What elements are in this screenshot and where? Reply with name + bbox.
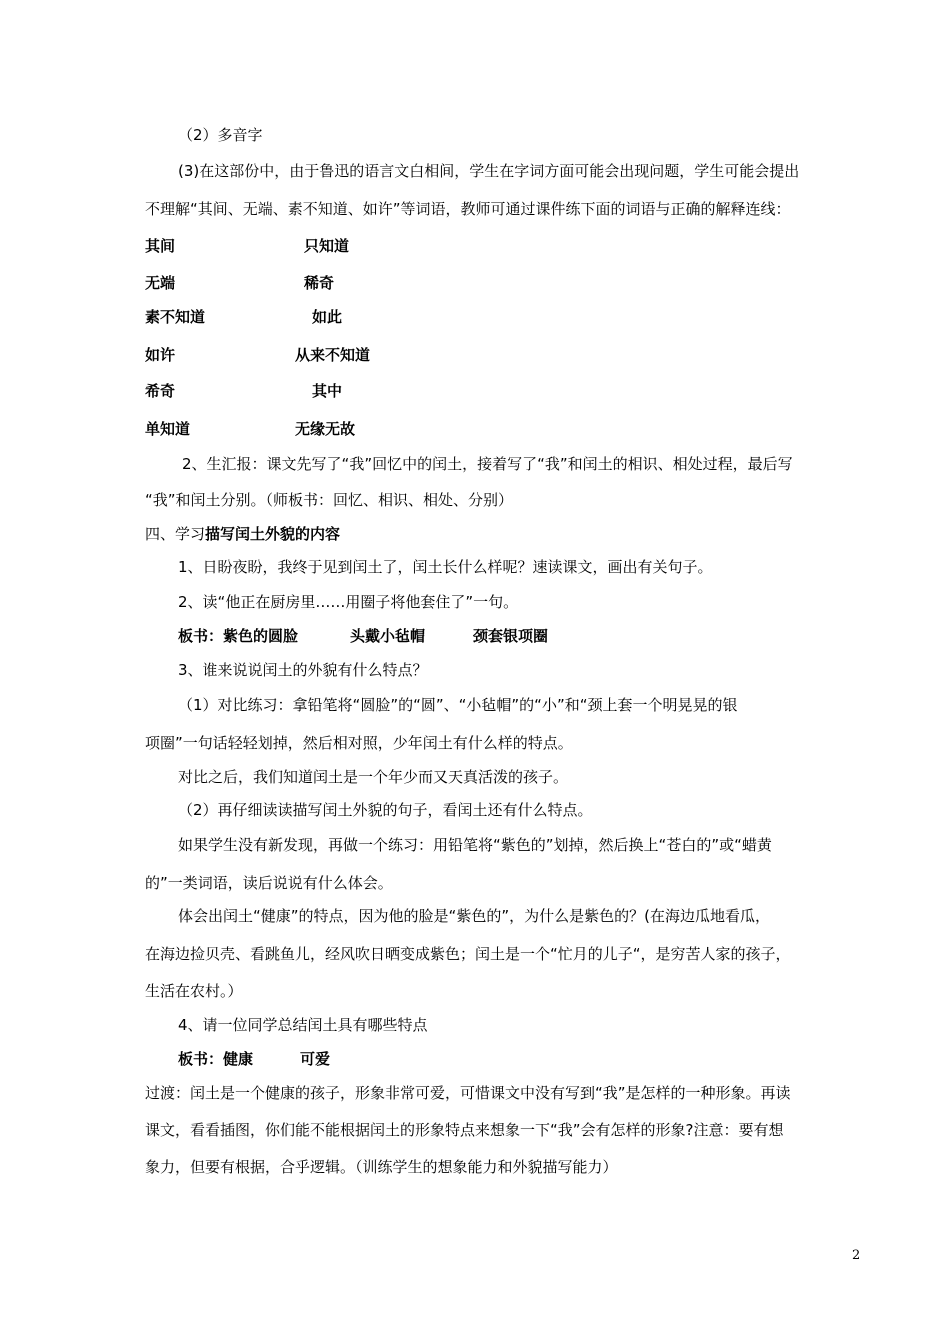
para-3b: （2）再仔细读读描写闰土外貌的句子，看闰土还有什么特点。 bbox=[178, 801, 593, 819]
para-3a-line-3: 对比之后，我们知道闰土是一个年少而又天真活泼的孩子。 bbox=[178, 768, 569, 786]
para-4: 4、请一位同学总结闰土具有哪些特点 bbox=[178, 1016, 428, 1034]
para-1: 1、日盼夜盼，我终于见到闰土了，闰土长什么样呢？速读课文，画出有关句子。 bbox=[178, 558, 713, 576]
match-left-6: 单知道 bbox=[145, 420, 191, 438]
para-3d-line-1: 体会出闰土“健康”的特点，因为他的脸是“紫色的”，为什么是紫色的？(在海边瓜地看瓜， bbox=[178, 907, 770, 925]
section-4-heading-prefix: 四、学习 bbox=[145, 525, 206, 543]
match-right-6: 无缘无故 bbox=[295, 420, 356, 438]
report-line-2: “我”和闰土分别。（师板书：回忆、相识、相处、分别） bbox=[145, 491, 514, 509]
section-4-heading bbox=[145, 524, 340, 544]
transition-line-3: 象力，但要有根据，合乎逻辑。（训练学生的想象能力和外貌描写能力） bbox=[145, 1158, 618, 1176]
para-3c-line-2: 的”一类词语，读后说说有什么体会。 bbox=[145, 874, 393, 892]
para-3d-line-3: 生活在农村。） bbox=[145, 982, 243, 1000]
para-3d-line-2: 在海边捡贝壳、看跳鱼儿，经风吹日晒变成紫色；闰土是一个“忙月的儿子“，是穷苦人家的孩子， bbox=[145, 945, 791, 963]
item-2-polyphone: （2）多音字 bbox=[178, 126, 263, 144]
para-3c-line-1: 如果学生没有新发现，再做一个练习：用铅笔将“紫色的”划掉，然后换上“苍白的”或“蜡黄 bbox=[178, 836, 772, 854]
page-number: 2 bbox=[852, 1248, 861, 1263]
item-3-line-2: 不理解“其间、无端、素不知道、如许”等词语，教师可通过课件练下面的词语与正确的解释连线： bbox=[145, 200, 791, 218]
board-note-2: 板书：健康 bbox=[178, 1050, 254, 1068]
para-2: 2、读“他正在厨房里……用圈子将他套住了”一句。 bbox=[178, 593, 519, 611]
match-left-3: 素不知道 bbox=[145, 308, 206, 326]
match-right-3: 如此 bbox=[312, 308, 343, 326]
match-right-4: 从来不知道 bbox=[295, 346, 371, 364]
item-3-line-1: (3)在这部份中，由于鲁迅的语言文白相间，学生在字词方面可能会出现问题，学生可能会提出 bbox=[178, 162, 800, 180]
match-left-1: 其间 bbox=[145, 237, 176, 255]
match-left-2: 无端 bbox=[145, 274, 176, 292]
match-right-2: 稀奇 bbox=[304, 274, 335, 292]
match-left-5: 希奇 bbox=[145, 382, 176, 400]
para-3: 3、谁来说说闰土的外貌有什么特点？ bbox=[178, 661, 428, 679]
match-left-4: 如许 bbox=[145, 346, 176, 364]
transition-line-2: 课文，看看插图，你们能不能根据闰土的形象特点来想象一下“我”会有怎样的形象?注意：要有想 bbox=[145, 1121, 784, 1139]
section-4-heading-bold: 描写闰土外貌的内容 bbox=[205, 525, 341, 543]
report-line-1: 2、生汇报：课文先写了“我”回忆中的闰土，接着写了“我”和闰土的相识、相处过程，最后写 bbox=[182, 455, 793, 473]
board-note-2-item-2: 可爱 bbox=[300, 1050, 331, 1068]
board-note-1-item-3: 颈套银项圈 bbox=[473, 627, 549, 645]
match-right-1: 只知道 bbox=[304, 237, 350, 255]
para-3a-line-1: （1）对比练习：拿铅笔将“圆脸”的“圆”、“小毡帽”的“小”和“颈上套一个明晃晃的银 bbox=[178, 696, 738, 714]
para-3a-line-2: 项圈”一句话轻轻划掉，然后相对照，少年闰土有什么样的特点。 bbox=[145, 734, 573, 752]
board-note-1-item-2: 头戴小毡帽 bbox=[350, 627, 426, 645]
board-note-1: 板书：紫色的圆脸 bbox=[178, 627, 299, 645]
match-right-5: 其中 bbox=[312, 382, 343, 400]
transition-line-1: 过渡：闰土是一个健康的孩子，形象非常可爱，可惜课文中没有写到“我”是怎样的一种形象。再读 bbox=[145, 1084, 791, 1102]
